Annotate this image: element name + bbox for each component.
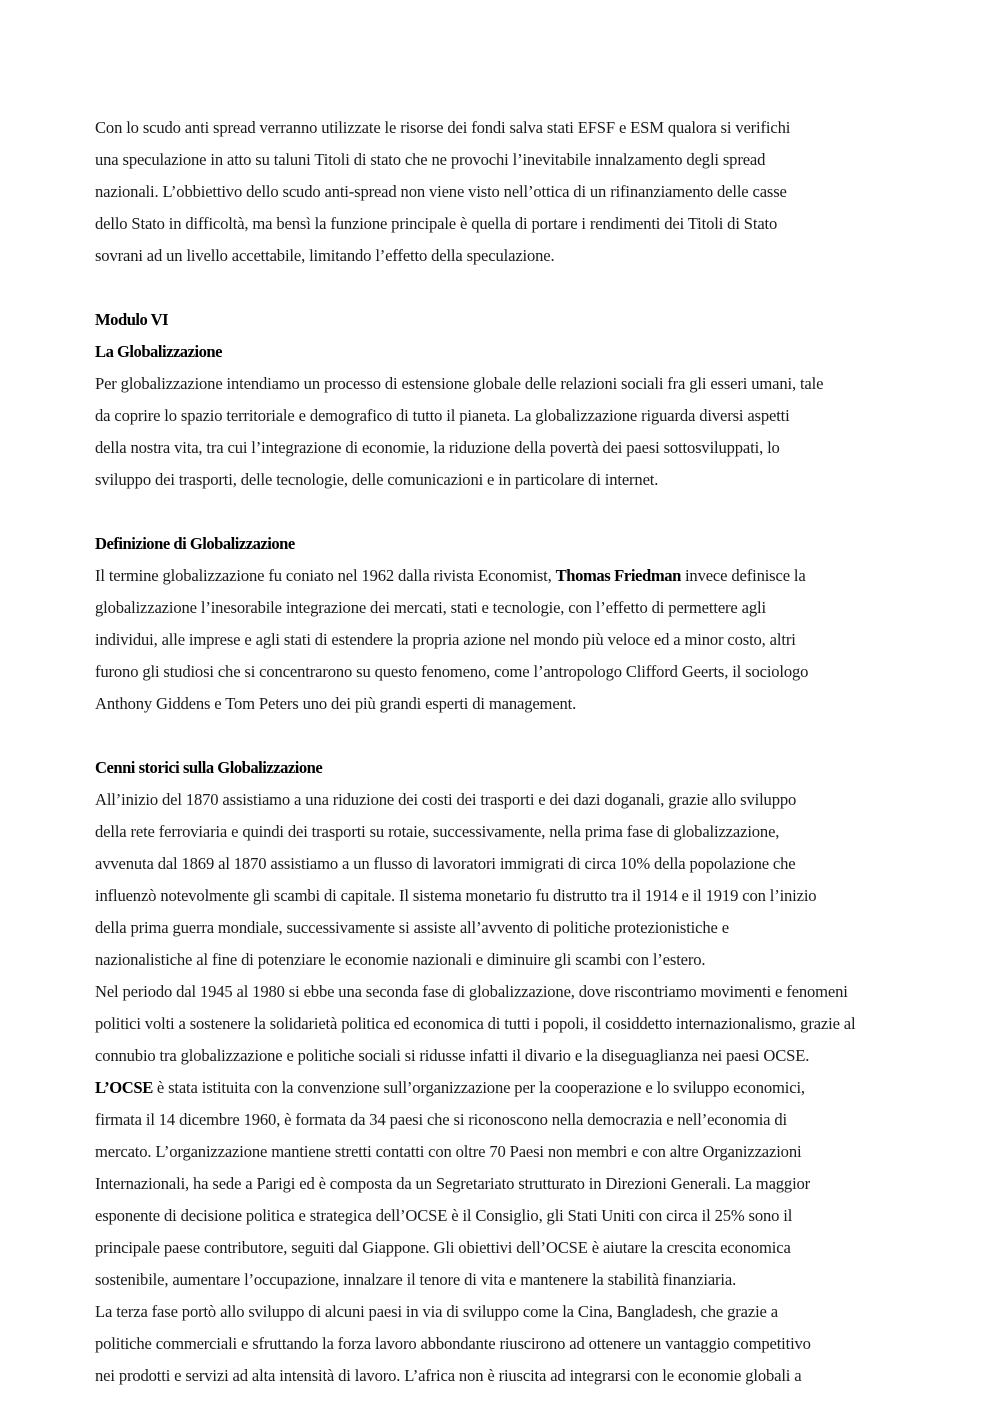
text-line: sovrani ad un livello accettabile, limitando l’effetto della speculazione.	[95, 246, 555, 265]
text-line: principale paese contributore, seguiti dal Giappone. Gli obiettivi dell’OCSE è aiutare la crescita economica	[95, 1238, 791, 1257]
text-line: Con lo scudo anti spread verranno utilizzate le risorse dei fondi salva stati EFSF e ESM qualora si verifichi	[95, 118, 791, 137]
paragraph-definizione	[95, 560, 945, 720]
text-line: Internazionali, ha sede a Parigi ed è composta da un Segretariato strutturato in Direzioni Generali. La maggior	[95, 1174, 811, 1193]
text-line: nazionalistiche al fine di potenziare le economie nazionali e diminuire gli scambi con l’estero.	[95, 950, 706, 969]
text-line: esponente di decisione politica e strategica dell’OCSE è il Consiglio, gli Stati Uniti con circa il 25% sono il	[95, 1206, 793, 1225]
text-line: dello Stato in difficoltà, ma bensì la funzione principale è quella di portare i rendimenti dei Titoli di Stato	[95, 214, 778, 233]
text-line: Nel periodo dal 1945 al 1980 si ebbe una seconda fase di globalizzazione, dove riscontriamo movimenti e fenomeni	[95, 982, 848, 1001]
text-run: è stata istituita con la convenzione sull’organizzazione per la cooperazione e lo sviluppo economici,	[152, 1078, 805, 1097]
bold-term-ocse: L’OCSE	[95, 1078, 153, 1097]
section-heading-definizione: Definizione di Globalizzazione	[95, 534, 295, 553]
text-line: mercato. L’organizzazione mantiene stretti contatti con oltre 70 Paesi non membri e con altre Organizzazioni	[95, 1142, 802, 1161]
text-line	[95, 1072, 945, 1104]
text-run: Il termine globalizzazione fu coniato nel 1962 dalla rivista Economist,	[95, 566, 556, 585]
text-line: Per globalizzazione intendiamo un processo di estensione globale delle relazioni sociali fra gli esseri umani, tale	[95, 374, 824, 393]
text-line: nazionali. L’obbiettivo dello scudo anti-spread non viene visto nell’ottica di un rifinanziamento delle casse	[95, 182, 787, 201]
bold-term-thomas-friedman: Thomas Friedman	[555, 566, 681, 585]
text-line: politici volti a sostenere la solidarietà politica ed economica di tutti i popoli, il cosiddetto internazionalismo, grazie al	[95, 1014, 856, 1033]
text-line: connubio tra globalizzazione e politiche sociali si ridusse infatti il divario e la diseguaglianza nei paesi OCSE.	[95, 1046, 810, 1065]
paragraph-gap	[95, 272, 945, 304]
text-line: nei prodotti e servizi ad alta intensità di lavoro. L’africa non è riuscita ad integrarsi con le economie globali a	[95, 1366, 802, 1385]
paragraph-cenni-storici	[95, 784, 945, 1072]
document-page	[95, 112, 945, 1392]
text-line: sostenibile, aumentare l’occupazione, innalzare il tenore di vita e mantenere la stabilità finanziaria.	[95, 1270, 737, 1289]
text-line: All’inizio del 1870 assistiamo a una riduzione dei costi dei trasporti e dei dazi doganali, grazie allo sviluppo	[95, 790, 797, 809]
text-line: La terza fase portò allo sviluppo di alcuni paesi in via di sviluppo come la Cina, Bangladesh, che grazie a	[95, 1302, 778, 1321]
text-line: della rete ferroviaria e quindi dei trasporti su rotaie, successivamente, nella prima fase di globalizzazione,	[95, 822, 780, 841]
text-line: della nostra vita, tra cui l’integrazione di economie, la riduzione della povertà dei paesi sottosviluppati, lo	[95, 438, 780, 457]
text-line: globalizzazione l’inesorabile integrazione dei mercati, stati e tecnologie, con l’effetto di permettere agli	[95, 598, 766, 617]
text-line: firmata il 14 dicembre 1960, è formata da 34 paesi che si riconoscono nella democrazia e nell’economia di	[95, 1110, 787, 1129]
text-line: della prima guerra mondiale, successivamente si assiste all’avvento di politiche protezionistiche e	[95, 918, 729, 937]
section-heading-cenni-storici: Cenni storici sulla Globalizzazione	[95, 758, 323, 777]
text-line: sviluppo dei trasporti, delle tecnologie, delle comunicazioni e in particolare di internet.	[95, 470, 659, 489]
text-line: Anthony Giddens e Tom Peters uno dei più grandi esperti di management.	[95, 694, 577, 713]
section-heading-globalizzazione: La Globalizzazione	[95, 342, 222, 361]
text-line	[95, 560, 945, 592]
text-line: una speculazione in atto su taluni Titoli di stato che ne provochi l’inevitabile innalzamento degli spread	[95, 150, 766, 169]
paragraph-scudo-anti-spread	[95, 112, 945, 272]
module-heading: Modulo VI	[95, 310, 169, 329]
text-line: furono gli studiosi che si concentrarono su questo fenomeno, come l’antropologo Clifford Geerts, il sociologo	[95, 662, 809, 681]
paragraph-ocse	[95, 1072, 945, 1392]
text-line: avvenuta dal 1869 al 1870 assistiamo a un flusso di lavoratori immigrati di circa 10% della popolazione che	[95, 854, 796, 873]
paragraph-globalizzazione	[95, 368, 945, 496]
text-line: da coprire lo spazio territoriale e demografico di tutto il pianeta. La globalizzazione riguarda diversi aspetti	[95, 406, 790, 425]
text-run: invece definisce la	[680, 566, 806, 585]
paragraph-gap	[95, 496, 945, 528]
text-line: influenzò notevolmente gli scambi di capitale. Il sistema monetario fu distrutto tra il 1914 e il 1919 con l’inizio	[95, 886, 817, 905]
text-line: individui, alle imprese e agli stati di estendere la propria azione nel mondo più veloce ed a minor costo, altri	[95, 630, 796, 649]
paragraph-gap	[95, 720, 945, 752]
text-line: politiche commerciali e sfruttando la forza lavoro abbondante riuscirono ad ottenere un vantaggio competitivo	[95, 1334, 811, 1353]
